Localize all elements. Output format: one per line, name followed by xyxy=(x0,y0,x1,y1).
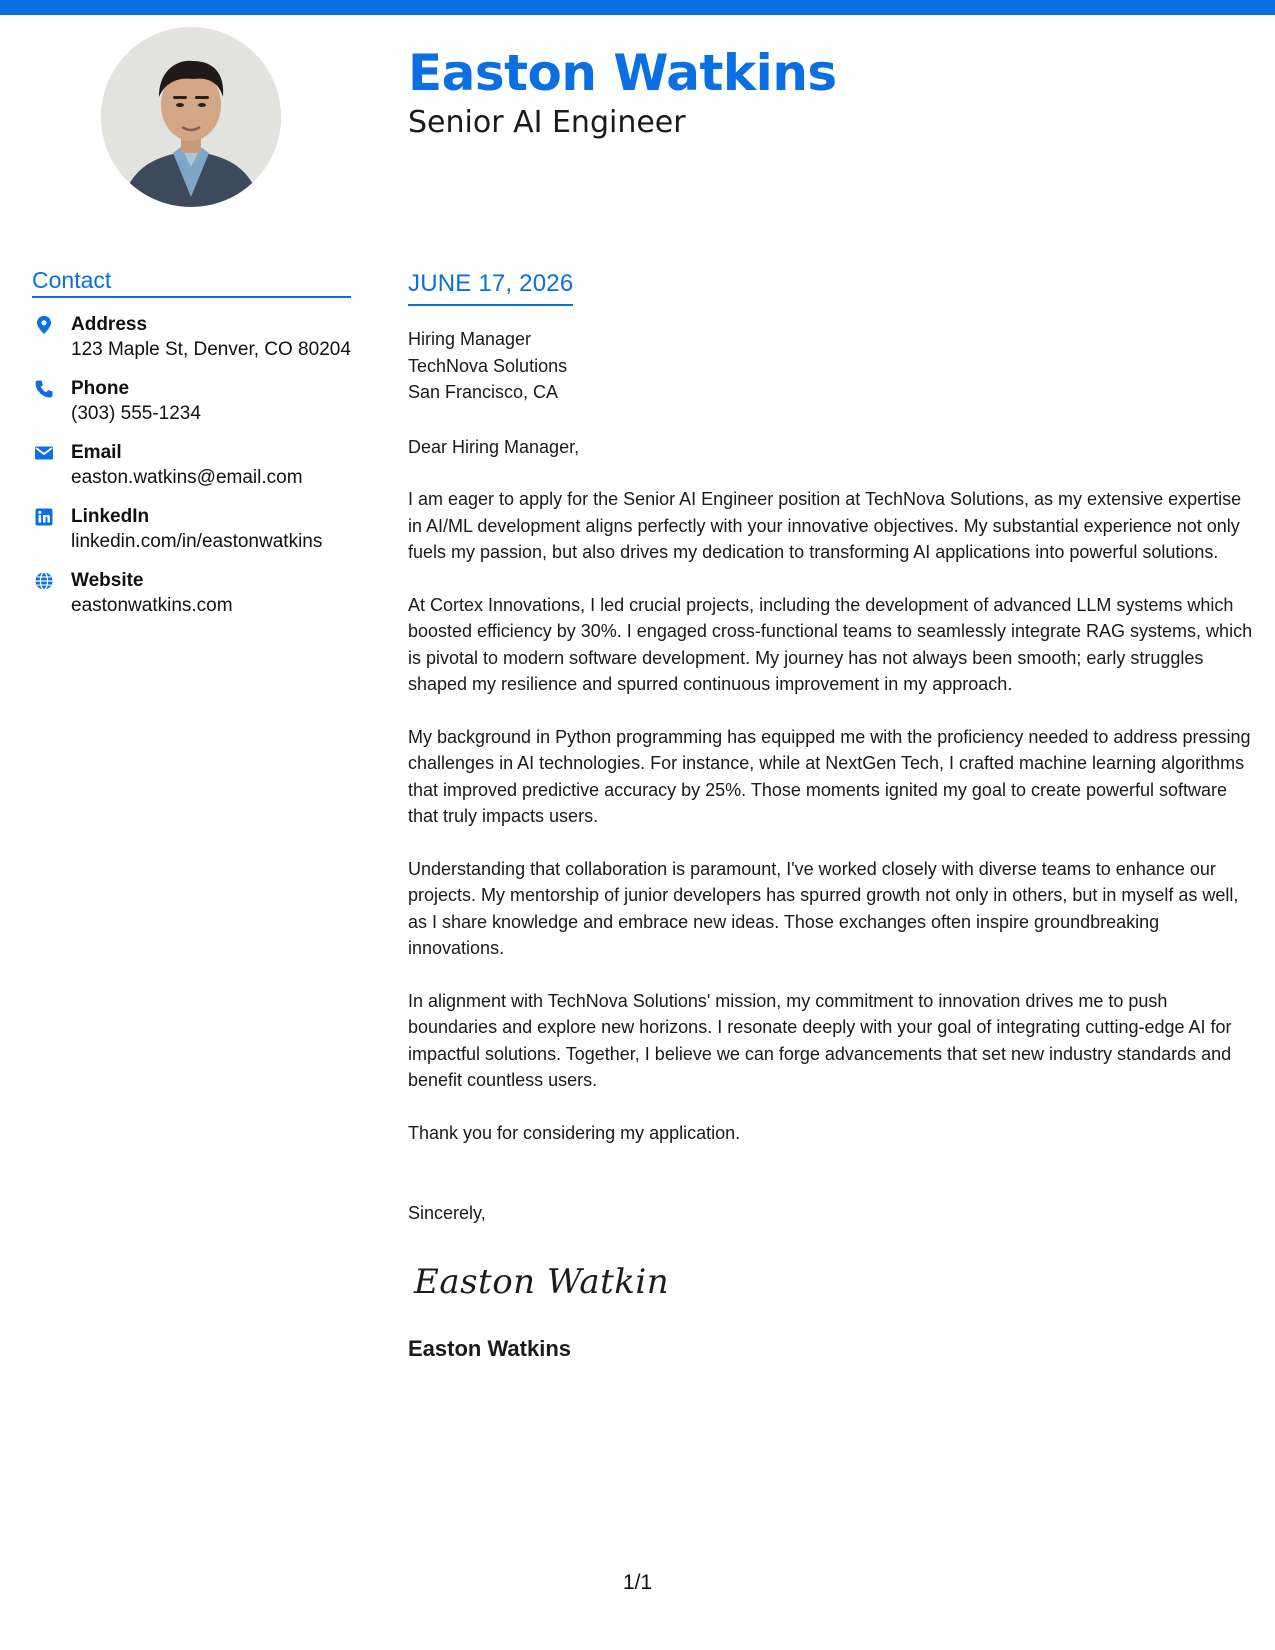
contact-label: Website xyxy=(71,570,144,591)
address-value: 123 Maple St, Denver, CO 80204 xyxy=(71,339,351,360)
map-pin-icon xyxy=(34,315,54,335)
candidate-name: Easton Watkins xyxy=(408,44,837,102)
contact-label: Email xyxy=(71,442,122,463)
handwritten-signature xyxy=(408,1251,668,1307)
recipient-line: San Francisco, CA xyxy=(408,382,559,402)
contact-item-phone xyxy=(32,376,351,426)
contact-label: Address xyxy=(71,314,148,335)
phone-icon xyxy=(34,379,54,399)
letter-paragraph: Understanding that collaboration is paramount, I've worked closely with diverse teams to enhance our projects. My mentorship of junior developers has spurred growth not only in others, but in myself as well, as I share knowledge and embrace new ideas. Those exchanges often inspire groundbreaking innovations. xyxy=(408,858,1239,958)
salutation: Dear Hiring Manager, xyxy=(408,436,580,457)
profile-photo xyxy=(101,27,281,207)
letter-paragraph: At Cortex Innovations, I led crucial projects, including the development of advanced LLM systems which boosted efficiency by 30%. I engaged cross-functional teams to seamlessly integrate RAG systems, which is pivotal to modern software development. My journey has not always been smooth; early struggles shaped my resilience and spurred continuous improvement in my approach. xyxy=(408,594,1253,694)
contact-item-linkedin xyxy=(32,504,351,554)
linkedin-value[interactable]: linkedin.com/in/eastonwatkins xyxy=(71,531,323,552)
recipient-line: Hiring Manager xyxy=(408,329,532,349)
contact-label: LinkedIn xyxy=(71,506,150,527)
closing: Sincerely, xyxy=(408,1203,486,1223)
sidebar xyxy=(32,266,351,632)
letter-paragraph: My background in Python programming has equipped me with the proficiency needed to address pressing challenges in AI technologies. For instance, while at NextGen Tech, I crafted machine learning algorithms that improved predictive accuracy by 25%. Those moments ignited my goal to create powerful software that truly impacts users. xyxy=(408,726,1251,826)
signer-name: Easton Watkins xyxy=(408,1335,571,1361)
email-value[interactable]: easton.watkins@email.com xyxy=(71,467,303,488)
contact-heading: Contact xyxy=(32,266,351,298)
contact-label: Phone xyxy=(71,378,130,399)
envelope-icon xyxy=(34,443,54,463)
contact-item-email xyxy=(32,440,351,490)
job-title: Senior AI Engineer xyxy=(408,105,686,140)
contact-item-address xyxy=(32,312,351,362)
contact-item-website xyxy=(32,568,351,618)
recipient-line: TechNova Solutions xyxy=(408,355,568,376)
recipient-block xyxy=(408,326,1260,406)
letter-date: JUNE 17, 2026 xyxy=(408,268,573,306)
globe-icon xyxy=(34,571,54,591)
website-value[interactable]: eastonwatkins.com xyxy=(71,595,233,616)
letter-paragraph: I am eager to apply for the Senior AI Engineer position at TechNova Solutions, as my extensive expertise in AI/ML development aligns perfectly with your innovative objectives. My substantial experience not only fuels my passion, but also drives my dedication to transforming AI applications into powerful solutions. xyxy=(408,489,1242,562)
thank-you-line: Thank you for considering my application. xyxy=(408,1122,741,1143)
top-accent-bar xyxy=(0,0,1275,15)
phone-value: (303) 555-1234 xyxy=(71,403,201,424)
linkedin-icon xyxy=(34,507,54,527)
letter-paragraph: In alignment with TechNova Solutions' mission, my commitment to innovation drives me to push boundaries and explore new horizons. I resonate deeply with your goal of integrating cutting-edge AI for impactful solutions. Together, I believe we can forge advancements that set new industry standards and benefit countless users. xyxy=(408,990,1232,1090)
page-number: 1/1 xyxy=(622,1571,653,1594)
svg-text:Easton Watkins: Easton Watkins xyxy=(414,1261,668,1302)
letter-body xyxy=(408,268,1260,1364)
